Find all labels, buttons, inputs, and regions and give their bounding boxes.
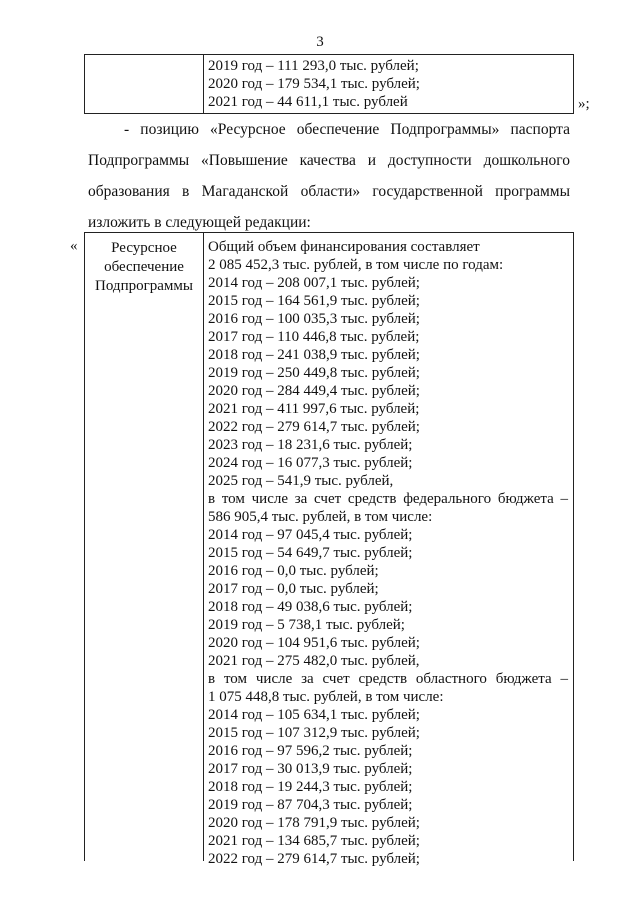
closing-quote: »; [578, 96, 590, 112]
funding-line: 2021 год – 275 482,0 тыс. рублей, [208, 653, 420, 669]
page-number: 3 [316, 34, 324, 50]
funding-line: 2019 год – 250 449,8 тыс. рублей; [208, 365, 420, 381]
funding-line: 2015 год – 107 312,9 тыс. рублей; [208, 725, 420, 741]
table-line: 2020 год – 179 534,1 тыс. рублей; [208, 76, 420, 92]
funding-line: 2 085 452,3 тыс. рублей, в том числе по годам: [208, 257, 504, 273]
opening-quote: « [70, 238, 78, 254]
funding-line: 2018 год – 241 038,9 тыс. рублей; [208, 347, 420, 363]
row-label [85, 239, 203, 296]
funding-line: 2017 год – 110 446,8 тыс. рублей; [208, 329, 420, 345]
resource-table [84, 232, 574, 867]
table-line: 2019 год – 111 293,0 тыс. рублей; [208, 58, 419, 74]
funding-line: 2021 год – 411 997,6 тыс. рублей; [208, 401, 420, 417]
funding-line: в том числе за счет средств федерального бюджета – [208, 491, 568, 507]
funding-line: 1 075 448,8 тыс. рублей, в том числе: [208, 689, 444, 705]
funding-line: 2024 год – 16 077,3 тыс. рублей; [208, 455, 413, 471]
funding-line: в том числе за счет средств областного бюджета – [208, 671, 568, 687]
table-column-divider [203, 55, 204, 113]
previous-table-cell [208, 57, 420, 111]
funding-line: 2020 год – 104 951,6 тыс. рублей; [208, 635, 420, 651]
funding-line: 2023 год – 18 231,6 тыс. рублей; [208, 437, 413, 453]
amendment-paragraph [88, 114, 570, 238]
label-line: Подпрограммы [95, 278, 193, 294]
previous-table-fragment [84, 54, 574, 114]
funding-line: 2014 год – 105 634,1 тыс. рублей; [208, 707, 420, 723]
label-line: обеспечение [104, 259, 184, 275]
funding-line: 2021 год – 134 685,7 тыс. рублей; [208, 833, 420, 849]
funding-line: Общий объем финансирования составляет [208, 239, 480, 255]
funding-line: 2017 год – 30 013,9 тыс. рублей; [208, 761, 413, 777]
funding-cell [208, 238, 568, 868]
table-column-divider [203, 233, 204, 861]
funding-line: 2014 год – 208 007,1 тыс. рублей; [208, 275, 420, 291]
funding-line: 2016 год – 0,0 тыс. рублей; [208, 563, 379, 579]
funding-line: 2014 год – 97 045,4 тыс. рублей; [208, 527, 413, 543]
funding-line: 2016 год – 100 035,3 тыс. рублей; [208, 311, 420, 327]
funding-line: 2016 год – 97 596,2 тыс. рублей; [208, 743, 413, 759]
table-line: 2021 год – 44 611,1 тыс. рублей [208, 94, 408, 110]
paragraph-line: - позицию «Ресурсное обеспечение Подпрограммы» паспорта [124, 121, 570, 138]
funding-line: 586 905,4 тыс. рублей, в том числе: [208, 509, 433, 525]
funding-line: 2018 год – 19 244,3 тыс. рублей; [208, 779, 413, 795]
funding-line: 2020 год – 178 791,9 тыс. рублей; [208, 815, 420, 831]
funding-line: 2015 год – 164 561,9 тыс. рублей; [208, 293, 420, 309]
funding-line: 2019 год – 5 738,1 тыс. рублей; [208, 617, 405, 633]
funding-line: 2019 год – 87 704,3 тыс. рублей; [208, 797, 413, 813]
label-line: Ресурсное [111, 240, 177, 256]
funding-line: 2015 год – 54 649,7 тыс. рублей; [208, 545, 413, 561]
funding-line: 2020 год – 284 449,4 тыс. рублей; [208, 383, 420, 399]
funding-line: 2017 год – 0,0 тыс. рублей; [208, 581, 379, 597]
funding-line: 2022 год – 279 614,7 тыс. рублей; [208, 419, 420, 435]
paragraph-line: изложить в следующей редакции: [88, 214, 311, 231]
paragraph-line: образования в Магаданской области» государственной программы [88, 183, 570, 200]
funding-line: 2018 год – 49 038,6 тыс. рублей; [208, 599, 413, 615]
paragraph-line: Подпрограммы «Повышение качества и доступности дошкольного [88, 152, 570, 169]
funding-line: 2025 год – 541,9 тыс. рублей, [208, 473, 394, 489]
funding-line: 2022 год – 279 614,7 тыс. рублей; [208, 851, 420, 867]
